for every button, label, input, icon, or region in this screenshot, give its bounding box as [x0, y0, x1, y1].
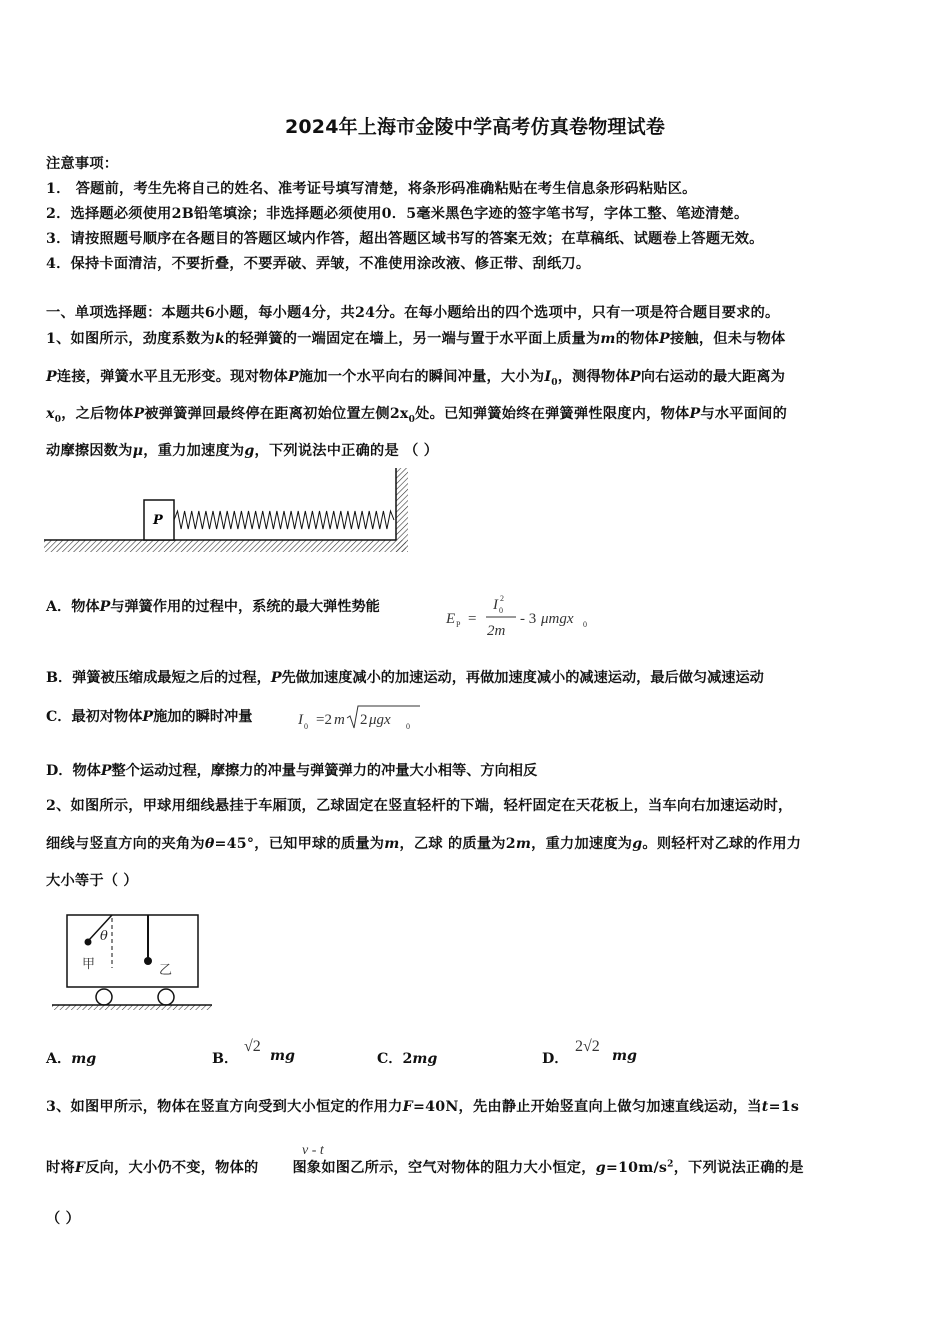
q2-option-b: B．: [212, 1051, 239, 1067]
q2-option-b-val: mg: [270, 1048, 295, 1064]
spring-block-figure: [44, 468, 414, 558]
q1-option-a: A．物体P与弹簧作用的过程中，系统的最大弹性势能: [46, 599, 380, 615]
q2-option-d: D．: [542, 1051, 569, 1067]
ball-jia: [85, 939, 92, 946]
notice-heading: 注意事项：: [46, 156, 119, 172]
wheel-left: [96, 989, 112, 1005]
label-yi: 乙: [159, 963, 173, 978]
svg-text:0: 0: [583, 620, 587, 629]
car-body: [67, 915, 198, 987]
wheel-right: [158, 989, 174, 1005]
svg-text:=2: =2: [316, 712, 332, 728]
svg-text:μmgx: μmgx: [541, 611, 574, 627]
q1-option-c-formula: [296, 702, 426, 736]
car-figure: [52, 910, 220, 1012]
notice-item-4: 4．保持卡面清洁，不要折叠，不要弄破、弄皱，不准使用涂改液、修正带、刮纸刀。: [46, 256, 591, 272]
q3-line-3: （ ）: [46, 1211, 81, 1227]
svg-text:=: =: [468, 611, 477, 627]
block-label: P: [153, 513, 163, 528]
svg-text:2m: 2m: [487, 623, 506, 639]
q2-line-1: 2、如图所示，甲球用细线悬挂于车厢顶，乙球固定在竖直轻杆的下端，轻杆固定在天花板上，当车向右加速运动时，: [46, 798, 793, 814]
svg-text:μgx: μgx: [369, 712, 391, 728]
spring: [174, 511, 394, 529]
svg-text:I: I: [298, 712, 303, 728]
svg-text:2: 2: [500, 594, 504, 603]
theta-label: θ: [100, 929, 108, 944]
svg-text:m: m: [334, 712, 345, 728]
floor-hatch: [44, 540, 406, 552]
notice-item-3: 3．请按照题号顺序在各题目的答题区域内作答，超出答题区域书写的答案无效；在草稿纸、试题卷上答题无效。: [46, 231, 764, 247]
notice-item-2: 2．选择题必须使用2B铅笔填涂；非选择题必须使用0．5毫米黑色字迹的签字笔书写，字体工整、笔迹清楚。: [46, 206, 749, 222]
q2-option-c: C．2mg: [377, 1051, 438, 1067]
svg-text:0: 0: [499, 606, 503, 615]
svg-text:E: E: [446, 611, 456, 627]
svg-text:- 3: - 3: [520, 611, 537, 627]
svg-text:P: P: [456, 620, 461, 629]
q1-line-2: P连接，弹簧水平且无形变。现对物体P施加一个水平向右的瞬间冲量，大小为$I_0$，测得物体P向右运动的最大距离为: [46, 369, 786, 388]
q1-option-d: D．物体P整个运动过程，摩擦力的冲量与弹簧弹力的冲量大小相等、方向相反: [46, 763, 538, 779]
q1-option-a-formula: [444, 589, 594, 641]
q2-line-2: 细线与竖直方向的夹角为θ=45°，已知甲球的质量为m，乙球 的质量为2m，重力加速度为g。则轻杆对乙球的作用力: [46, 836, 802, 852]
q2-line-3: 大小等于（ ）: [46, 873, 138, 889]
q3-line-2: 时将F反向，大小仍不变，物体的 图象如图乙所示，空气对物体的阻力大小恒定，$g=10m/s^2$，下列说法正确的是: [46, 1159, 804, 1176]
vt-label: v - t: [302, 1143, 324, 1158]
q1-line-1: 1、如图所示，劲度系数为k的轻弹簧的一端固定在墙上，另一端与置于水平面上质量为m的物体P接触，但未与物体: [46, 331, 786, 347]
q1-option-b: B．弹簧被压缩成最短之后的过程，P先做加速度减小的加速运动，再做加速度减小的减速运动，最后做匀减速运动: [46, 670, 764, 686]
q2-option-d-val: mg: [612, 1048, 637, 1064]
q2-option-b-coef: √2: [244, 1038, 261, 1055]
q1-line-4: 动摩擦因数为μ，重力加速度为g，下列说法中正确的是 （ ）: [46, 443, 439, 459]
svg-text:0: 0: [406, 722, 410, 731]
section-heading: 一、单项选择题：本题共6小题，每小题4分，共24分。在每小题给出的四个选项中，只有一项是符合题目要求的。: [46, 305, 780, 321]
svg-text:2: 2: [360, 712, 368, 728]
q2-option-d-coef: 2√2: [575, 1038, 600, 1055]
svg-text:I: I: [493, 597, 498, 613]
q1-line-3: $x_0$，之后物体P被弹簧弹回最终停在距离初始位置左侧$2x_0$处。已知弹簧始终在弹簧弹性限度内，物体P与水平面间的: [46, 406, 788, 425]
label-jia: 甲: [82, 957, 96, 972]
q2-option-a: A．mg: [46, 1051, 97, 1067]
svg-text:0: 0: [304, 722, 308, 731]
page-title: 2024年上海市金陵中学高考仿真卷物理试卷: [284, 116, 666, 138]
q1-option-c: C．最初对物体P施加的瞬时冲量: [46, 709, 253, 725]
wall-hatch: [396, 468, 408, 552]
q3-line-1: 3、如图甲所示，物体在竖直方向受到大小恒定的作用力F=40N，先由静止开始竖直向上做匀加速直线运动，当t=1s: [46, 1099, 800, 1115]
notice-item-1: 1． 答题前，考生先将自己的姓名、准考证号填写清楚，将条形码准确粘贴在考生信息条形码粘贴区。: [46, 181, 697, 197]
ball-yi: [144, 957, 152, 965]
